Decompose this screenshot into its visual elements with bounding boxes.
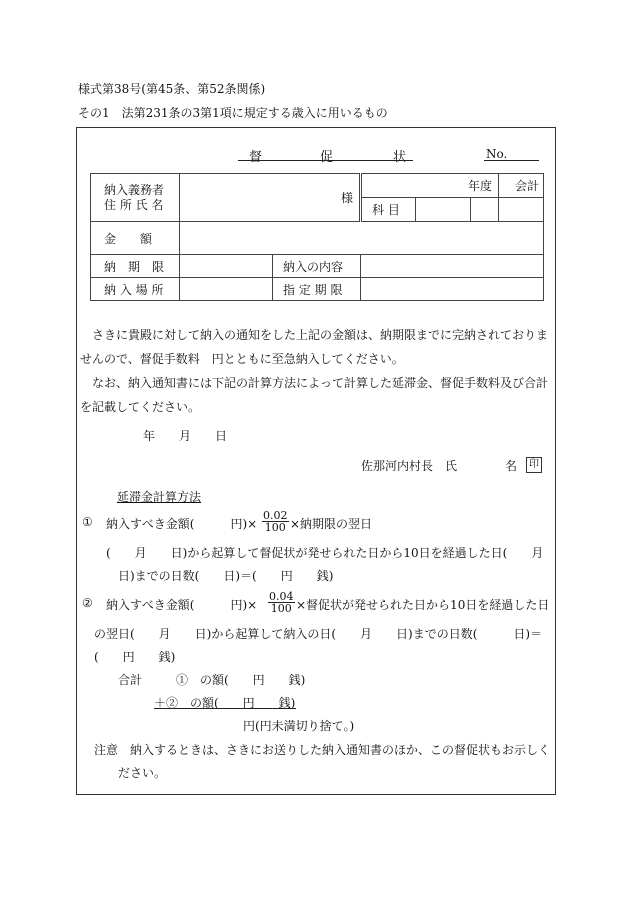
deadline-label-cell (91, 255, 180, 278)
content-label: 納入の内容 (283, 259, 344, 274)
seal-stamp: 印 (526, 457, 542, 473)
designated-label-cell (273, 278, 361, 301)
form-subtitle: その1 法第231条の3第1項に規定する歳入に用いるもの (78, 106, 388, 120)
account-label: 会計 (515, 179, 540, 193)
form-number: 様式第38号(第45条、第52条関係) (78, 82, 266, 96)
item2-pre: 納入すべき金額( 円)× (106, 598, 258, 612)
amount-label-cell (91, 222, 180, 255)
item2-fraction (268, 591, 295, 614)
para1-line2: せんので、督促手数料 円とともに至急納入してください。 (80, 352, 404, 366)
designated-value-cell (361, 278, 544, 301)
deadline-label: 納 期 限 (104, 259, 165, 274)
item2-number: ② (82, 596, 93, 610)
title-char-2: 促 (320, 150, 334, 165)
number-underline (484, 160, 539, 161)
sama-label: 様 (341, 191, 354, 205)
payer-name-cell (180, 174, 361, 222)
note-line1: 注意 納入するときは、さきにお送りした納入通知書のほか、この督促状もお示しく (94, 743, 551, 757)
designated-label: 指 定 期 限 (283, 282, 343, 297)
item2-line3: ( 円 銭) (94, 650, 176, 664)
total-underline (154, 708, 296, 709)
subject-box-1 (416, 198, 471, 222)
subject-label: 科 目 (372, 203, 400, 217)
deadline-value-cell (180, 255, 273, 278)
title-char-3: 状 (393, 150, 407, 165)
item1-post: ×納期限の翌日 (290, 517, 373, 531)
item1-fraction (262, 510, 289, 533)
subject-box-2 (471, 198, 499, 222)
item1-frac-den: 100 (264, 521, 286, 534)
item1-frac-num: 0.02 (263, 509, 288, 522)
item2-line2: の翌日( 月 日)から起算して納入の日( 月 日)までの日数( 日)＝ (94, 627, 543, 641)
item1-line3: 日)までの日数( 日)＝( 円 銭) (118, 569, 334, 583)
para2-line2: を記載してください。 (80, 400, 201, 414)
amount-value-cell (180, 222, 544, 255)
item2-frac-num: 0.04 (269, 590, 294, 603)
place-value-cell (180, 278, 273, 301)
account-cell (499, 174, 544, 198)
total-line2: ＋② の額( 円 銭) (154, 696, 296, 710)
total-line1: ① の額( 円 銭) (176, 673, 306, 687)
date-line: 年 月 日 (143, 429, 228, 443)
content-value-cell (361, 255, 544, 278)
payer-label-cell (91, 174, 180, 222)
number-label: No. (486, 147, 508, 161)
info-table (90, 173, 544, 301)
total-label: 合計 (118, 673, 143, 687)
subject-cell (361, 198, 416, 222)
item2-frac-den: 100 (270, 602, 292, 615)
total-line3: 円(円未満切り捨て。) (243, 719, 355, 733)
place-label: 納 入 場 所 (104, 282, 164, 297)
item1-number: ① (82, 515, 93, 529)
calc-heading: 延滞金計算方法 (117, 490, 202, 504)
amount-label: 金 額 (104, 231, 153, 246)
subject-box-3 (499, 198, 544, 222)
place-label-cell (91, 278, 180, 301)
title-underline (238, 160, 413, 161)
item2-post: ×督促状が発せられた日から10日を経過した日 (296, 598, 550, 612)
content-label-cell (273, 255, 361, 278)
item1-pre: 納入すべき金額( 円)× (106, 517, 258, 531)
para1-line1: さきに貴殿に対して納入の通知をした上記の金額は、納期限までに完納されておりま (80, 328, 549, 342)
payer-label-1: 納入義務者 (104, 182, 165, 197)
fiscal-year-label: 年度 (468, 179, 493, 193)
para2-line1: なお、納入通知書には下記の計算方法によって計算した延滞金、督促手数料及び合計 (80, 376, 549, 390)
note-line2: ださい。 (118, 766, 167, 780)
item1-line2: ( 月 日)から起算して督促状が発せられた日から10日を経過した日( 月 (106, 546, 544, 560)
fiscal-year-cell (361, 174, 499, 198)
title-char-1: 督 (249, 150, 263, 165)
payer-label-2: 住 所 氏 名 (104, 197, 164, 212)
issuer-name: 佐那河内村長 氏 名 (361, 459, 518, 473)
